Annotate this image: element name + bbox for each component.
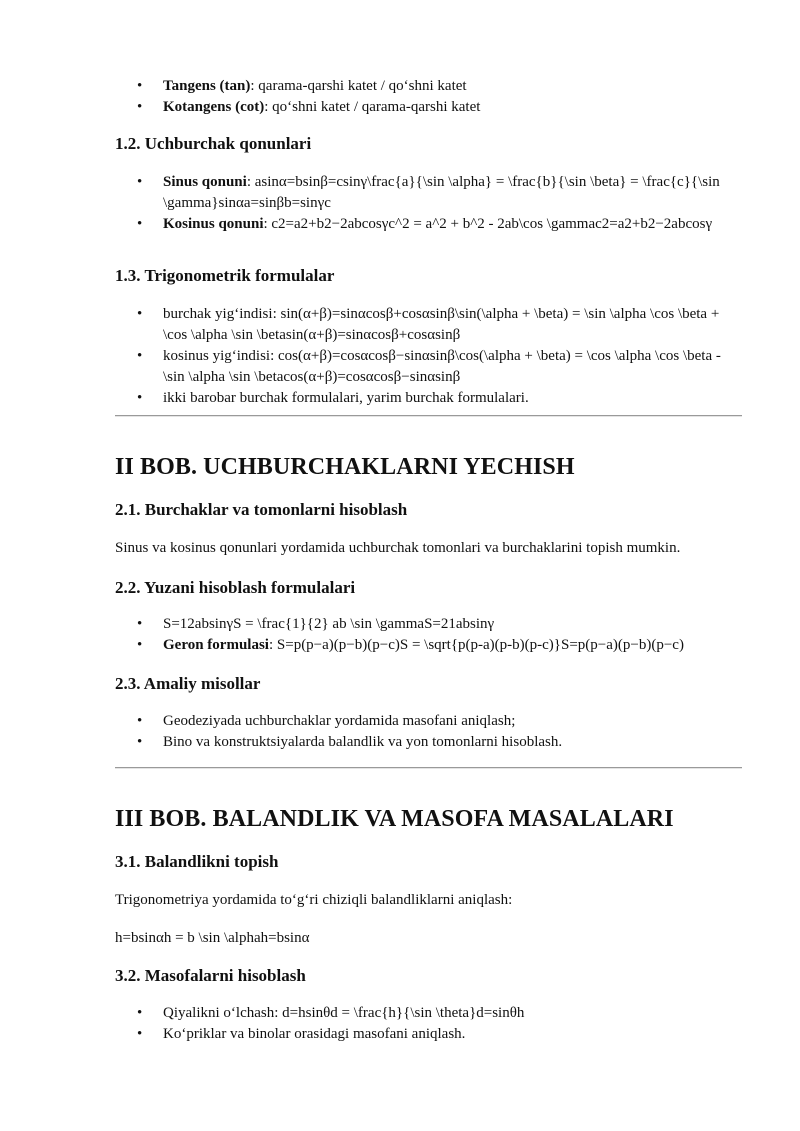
chapter-heading-2: II BOB. UCHBURCHAKLARNI YECHISH xyxy=(115,454,575,480)
term-kosinus-qonuni: Kosinus qonuni xyxy=(163,216,264,232)
list-item: • ikki barobar burchak formulalari, yarim burchak formulalari. xyxy=(0,388,738,409)
list-item: • kosinus yig‘indisi: cos(α+β)=cosαcosβ−sinαsinβ\cos(\alpha + \beta) = \cos \alpha \cos \beta - \sin \alpha \sin \betacos(α+β)=cosαcosβ−sinαsinβ xyxy=(0,346,738,388)
section-divider xyxy=(115,767,742,769)
formula-text: : asinα=bsinβ=csinγ\frac{a}{\sin \alpha} = \frac{b}{\sin \beta} = \frac{c}{\sin \gamma}sinαa=sinβb=sinγc xyxy=(163,174,720,211)
definition-text: : qarama-qarshi katet / qo‘shni katet xyxy=(250,78,467,94)
list-item xyxy=(0,97,738,118)
list-item xyxy=(0,214,738,235)
list-item: • S=12absinγS = \frac{1}{2} ab \sin \gammaS=21absinγ xyxy=(0,614,738,635)
list-item xyxy=(0,76,738,97)
paragraph: Sinus va kosinus qonunlari yordamida uchburchak tomonlari va burchaklarini topish mumkin. xyxy=(115,540,681,556)
section-heading-1-2: 1.2. Uchburchak qonunlari xyxy=(115,134,312,153)
chapter-heading-3: III BOB. BALANDLIK VA MASOFA MASALALARI xyxy=(115,806,674,832)
list-item: • Qiyalikni o‘lchash: d=hsinθd = \frac{h}{\sin \theta}d=sinθh xyxy=(0,1003,738,1024)
definition-text: : qo‘shni katet / qarama-qarshi katet xyxy=(264,99,481,115)
list-item xyxy=(0,635,738,656)
term-tangens: Tangens (tan) xyxy=(163,78,251,94)
distance-list xyxy=(0,1003,738,1045)
list-item: • Geodeziyada uchburchaklar yordamida masofani aniqlash; xyxy=(0,711,738,732)
term-kotangens: Kotangens (cot) xyxy=(163,99,265,115)
section-heading-2-3: 2.3. Amaliy misollar xyxy=(115,674,261,693)
area-formulas-list xyxy=(0,614,738,656)
list-item xyxy=(0,172,738,214)
term-geron-formulasi: Geron formulasi xyxy=(163,637,269,653)
section-heading-1-3: 1.3. Trigonometrik formulalar xyxy=(115,266,335,285)
formula-text: : c2=a2+b2−2abcosγc^2 = a^2 + b^2 - 2ab\cos \gammac2=a2+b2−2abcosγ xyxy=(263,216,713,232)
section-heading-3-1: 3.1. Balandlikni topish xyxy=(115,852,279,871)
examples-list xyxy=(0,711,738,753)
section-heading-2-1: 2.1. Burchaklar va tomonlarni hisoblash xyxy=(115,500,408,519)
list-item: • burchak yig‘indisi: sin(α+β)=sinαcosβ+cosαsinβ\sin(\alpha + \beta) = \sin \alpha \cos \beta + \cos \alpha \sin \betasin(α+β)=sinαcosβ+cosαsinβ xyxy=(0,304,738,346)
list-item: • Bino va konstruktsiyalarda balandlik va yon tomonlarni hisoblash. xyxy=(0,732,738,753)
section-heading-2-2: 2.2. Yuzani hisoblash formulalari xyxy=(115,578,356,597)
paragraph: Trigonometriya yordamida to‘g‘ri chiziqli balandliklarni aniqlash: xyxy=(115,892,513,908)
formulas-list xyxy=(0,304,738,409)
formula-line: h=bsinαh = b \sin \alphah=bsinα xyxy=(115,930,310,946)
intro-list xyxy=(0,76,738,118)
list-item: • Ko‘priklar va binolar orasidagi masofani aniqlash. xyxy=(0,1024,738,1045)
term-sinus-qonuni: Sinus qonuni xyxy=(163,174,247,190)
formula-text: : S=p(p−a)(p−b)(p−c)S = \sqrt{p(p-a)(p-b)(p-c)}S=p(p−a)(p−b)(p−c) xyxy=(268,637,684,653)
section-heading-3-2: 3.2. Masofalarni hisoblash xyxy=(115,966,306,985)
section-divider xyxy=(115,415,742,417)
laws-list xyxy=(0,172,738,235)
